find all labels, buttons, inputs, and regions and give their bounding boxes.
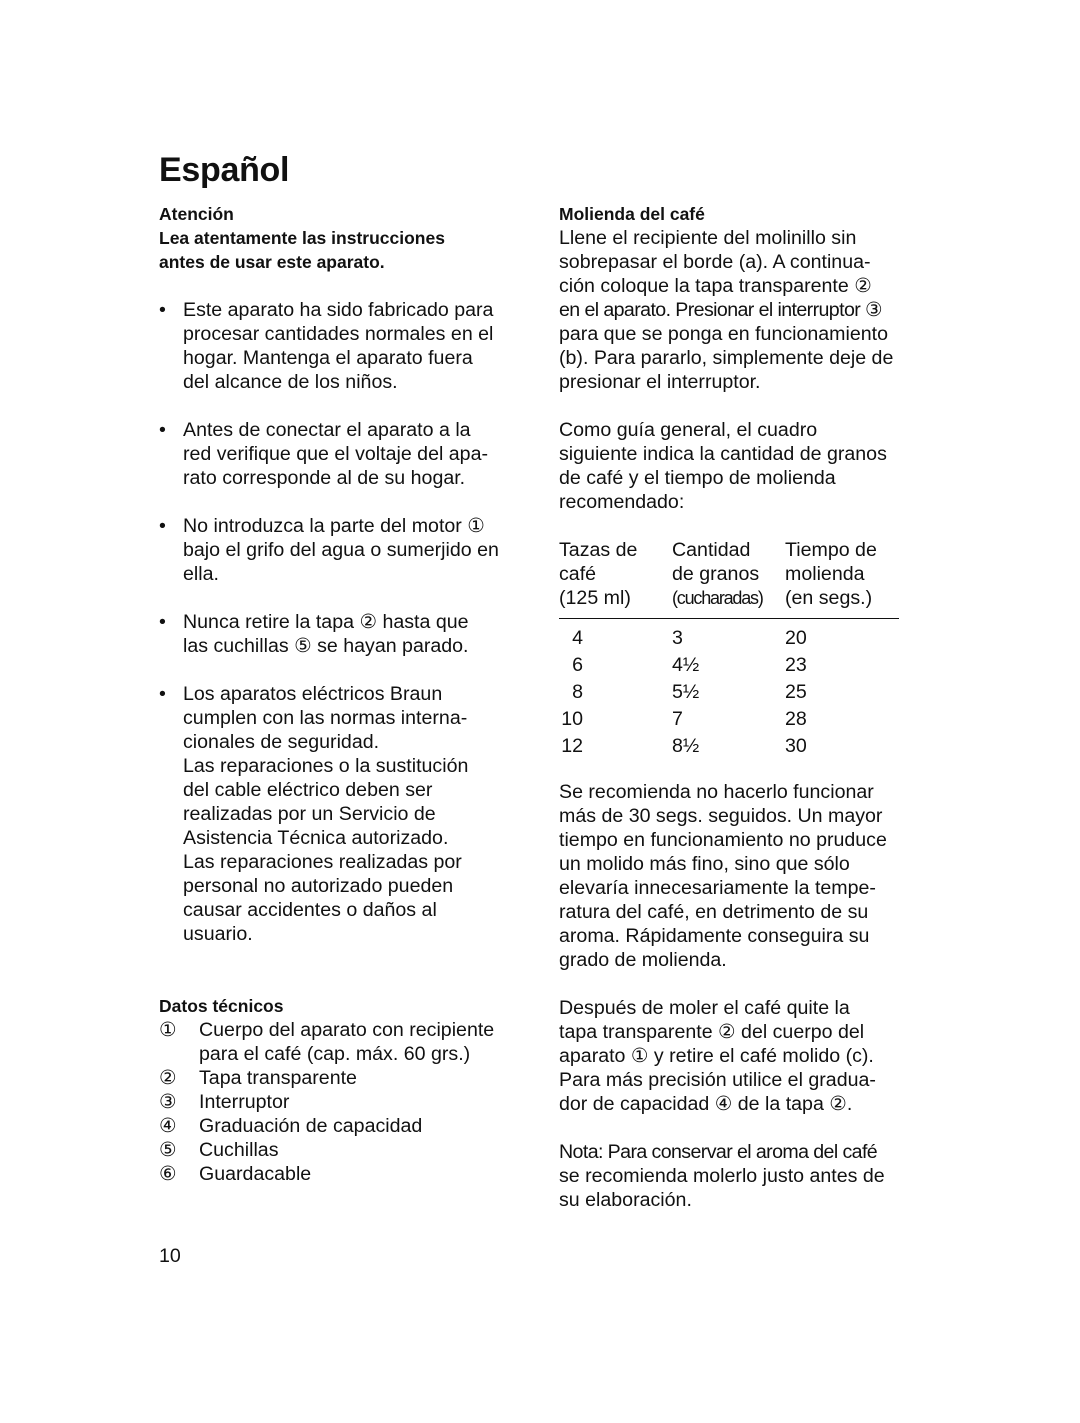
table-row (559, 679, 899, 706)
operating-time-warning (559, 780, 929, 972)
bullet-line: bajo el grifo del agua o sumerjido en (183, 539, 499, 561)
header-line: (125 ml) (559, 587, 631, 609)
column-header-beans (672, 538, 785, 619)
header-line: café (559, 563, 597, 585)
table-row (559, 706, 899, 733)
part-item (159, 1114, 529, 1138)
beans-cell: 4½ (672, 654, 700, 676)
time-cell: 23 (785, 654, 807, 676)
bullet-icon: • (159, 683, 166, 705)
bullet-line: realizadas por un Servicio de (183, 803, 436, 825)
header-line: Tiempo de (785, 539, 877, 561)
beans-cell: 3 (672, 627, 683, 649)
header-line: Tazas de (559, 539, 638, 561)
text-line: su elaboración. (559, 1189, 692, 1211)
part-label: Cuerpo del aparato con recipiente (199, 1019, 495, 1041)
part-label: Cuchillas (199, 1139, 279, 1161)
part-item (159, 1018, 529, 1066)
text-line: Se recomienda no hacerlo funcionar (559, 781, 874, 803)
bullet-line: No introduzca la parte del motor ① (183, 515, 485, 537)
attention-sub-line: Lea atentamente las instrucciones (159, 228, 445, 248)
circled-number-1-icon: ① (159, 1019, 177, 1041)
text-line: Nota: Para conservar el aroma del café (559, 1141, 878, 1163)
circled-number-3-icon: ③ (159, 1091, 177, 1113)
text-line: elevaría innecesariamente la tempe- (559, 877, 876, 899)
text-line: Como guía general, el cuadro (559, 419, 818, 441)
header-line: (en segs.) (785, 587, 873, 609)
bullet-icon: • (159, 299, 166, 321)
part-label: Interruptor (199, 1091, 290, 1113)
table-row (559, 733, 899, 760)
cups-cell: 8 (572, 681, 583, 703)
beans-cell: 8½ (672, 735, 700, 757)
bullet-line: causar accidentes o daños al (183, 899, 437, 921)
bullet-line: cumplen con las normas interna- (183, 707, 468, 729)
text-line: (b). Para pararlo, simplemente deje de (559, 347, 894, 369)
part-label: Guardacable (199, 1163, 312, 1185)
text-line: aparato ① y retire el café molido (c). (559, 1045, 874, 1067)
part-item (159, 1090, 529, 1114)
bullet-icon: • (159, 419, 166, 441)
text-line: para que se ponga en funcionamiento (559, 323, 888, 345)
table-row (559, 619, 899, 653)
header-line: (cucharadas) (672, 588, 763, 608)
bullet-line: usuario. (183, 923, 253, 945)
safety-bullet-list (159, 298, 529, 946)
bullet-line: hogar. Mantenga el aparato fuera (183, 347, 473, 369)
note-text (559, 1140, 929, 1212)
beans-cell: 7 (672, 708, 683, 730)
text-line: siguiente indica la cantidad de granos (559, 443, 887, 465)
bullet-line: ella. (183, 563, 219, 585)
header-line: molienda (785, 563, 865, 585)
text-line: ción coloque la tapa transparente ② (559, 275, 872, 297)
circled-number-2-icon: ② (159, 1067, 177, 1089)
cups-cell: 4 (572, 627, 583, 649)
text-line: Llene el recipiente del molinillo sin (559, 227, 857, 249)
bullet-line: Nunca retire la tapa ② hasta que (183, 611, 469, 633)
attention-sub-line: antes de usar este aparato. (159, 252, 385, 272)
bullet-line: Las reparaciones o la sustitución (183, 755, 469, 777)
text-line: se recomienda molerlo justo antes de (559, 1165, 885, 1187)
left-column (159, 202, 529, 1186)
grinding-table (559, 538, 899, 760)
bullet-item (159, 514, 529, 586)
text-line: de café y el tiempo de molienda (559, 467, 836, 489)
text-line: un molido más fino, sino que sólo (559, 853, 850, 875)
text-line: más de 30 segs. seguidos. Un mayor (559, 805, 883, 827)
part-label: Graduación de capacidad (199, 1115, 423, 1137)
bullet-icon: • (159, 611, 166, 633)
header-line: de granos (672, 563, 760, 585)
text-line: sobrepasar el borde (a). A continua- (559, 251, 871, 273)
bullet-line: Los aparatos eléctricos Braun (183, 683, 443, 705)
circled-number-4-icon: ④ (159, 1115, 177, 1137)
text-line: tiempo en funcionamiento no pruduce (559, 829, 887, 851)
cups-cell: 12 (561, 735, 583, 757)
text-line: tapa transparente ② del cuerpo del (559, 1021, 865, 1043)
attention-subheading (159, 226, 529, 274)
bullet-line: rato corresponde al de su hogar. (183, 467, 466, 489)
part-item (159, 1066, 529, 1090)
bullet-line: del cable eléctrico deben ser (183, 779, 433, 801)
time-cell: 25 (785, 681, 807, 703)
bullet-line: Las reparaciones realizadas por (183, 851, 462, 873)
text-line: grado de molienda. (559, 949, 727, 971)
time-cell: 30 (785, 735, 807, 757)
bullet-item (159, 682, 529, 946)
text-line: aroma. Rápidamente conseguira su (559, 925, 870, 947)
text-line: ratura del café, en detrimento de su (559, 901, 869, 923)
table-row (559, 652, 899, 679)
part-item (159, 1138, 529, 1162)
parts-list (159, 1018, 529, 1186)
bullet-line: cionales de seguridad. (183, 731, 380, 753)
bullet-icon: • (159, 515, 166, 537)
bullet-item (159, 610, 529, 658)
grinding-heading: Molienda del café (559, 204, 705, 224)
text-line: presionar el interruptor. (559, 371, 761, 393)
column-header-cups (559, 538, 672, 619)
guide-intro (559, 418, 929, 514)
bullet-line: del alcance de los niños. (183, 371, 398, 393)
time-cell: 20 (785, 627, 807, 649)
grinding-instructions (559, 226, 929, 394)
text-line: Para más precisión utilice el gradua- (559, 1069, 876, 1091)
cups-cell: 10 (561, 708, 583, 730)
circled-number-5-icon: ⑤ (159, 1139, 177, 1161)
attention-heading: Atención (159, 204, 234, 224)
bullet-line: Asistencia Técnica autorizado. (183, 827, 449, 849)
bullet-line: las cuchillas ⑤ se hayan parado. (183, 635, 469, 657)
bullet-line: Antes de conectar el aparato a la (183, 419, 471, 441)
time-cell: 28 (785, 708, 807, 730)
text-line: dor de capacidad ④ de la tapa ②. (559, 1093, 853, 1115)
page-title: Español (159, 151, 290, 189)
part-label: para el café (cap. máx. 60 grs.) (199, 1043, 471, 1065)
bullet-line: personal no autorizado pueden (183, 875, 454, 897)
part-label: Tapa transparente (199, 1067, 357, 1089)
part-item (159, 1162, 529, 1186)
circled-number-6-icon: ⑥ (159, 1163, 177, 1185)
bullet-line: red verifique que el voltaje del apa- (183, 443, 488, 465)
bullet-line: procesar cantidades normales en el (183, 323, 494, 345)
bullet-line: Este aparato ha sido fabricado para (183, 299, 494, 321)
page-number: 10 (159, 1245, 181, 1267)
bullet-item (159, 418, 529, 490)
header-line: Cantidad (672, 539, 751, 561)
tech-data-heading: Datos técnicos (159, 996, 284, 1016)
after-grinding-text (559, 996, 929, 1116)
text-line: recomendado: (559, 491, 685, 513)
right-column (559, 202, 929, 1212)
beans-cell: 5½ (672, 681, 700, 703)
column-header-time (785, 538, 899, 619)
cups-cell: 6 (572, 654, 583, 676)
bullet-item (159, 298, 529, 394)
text-line: Después de moler el café quite la (559, 997, 850, 1019)
text-line: en el aparato. Presionar el interruptor ③ (559, 299, 882, 321)
